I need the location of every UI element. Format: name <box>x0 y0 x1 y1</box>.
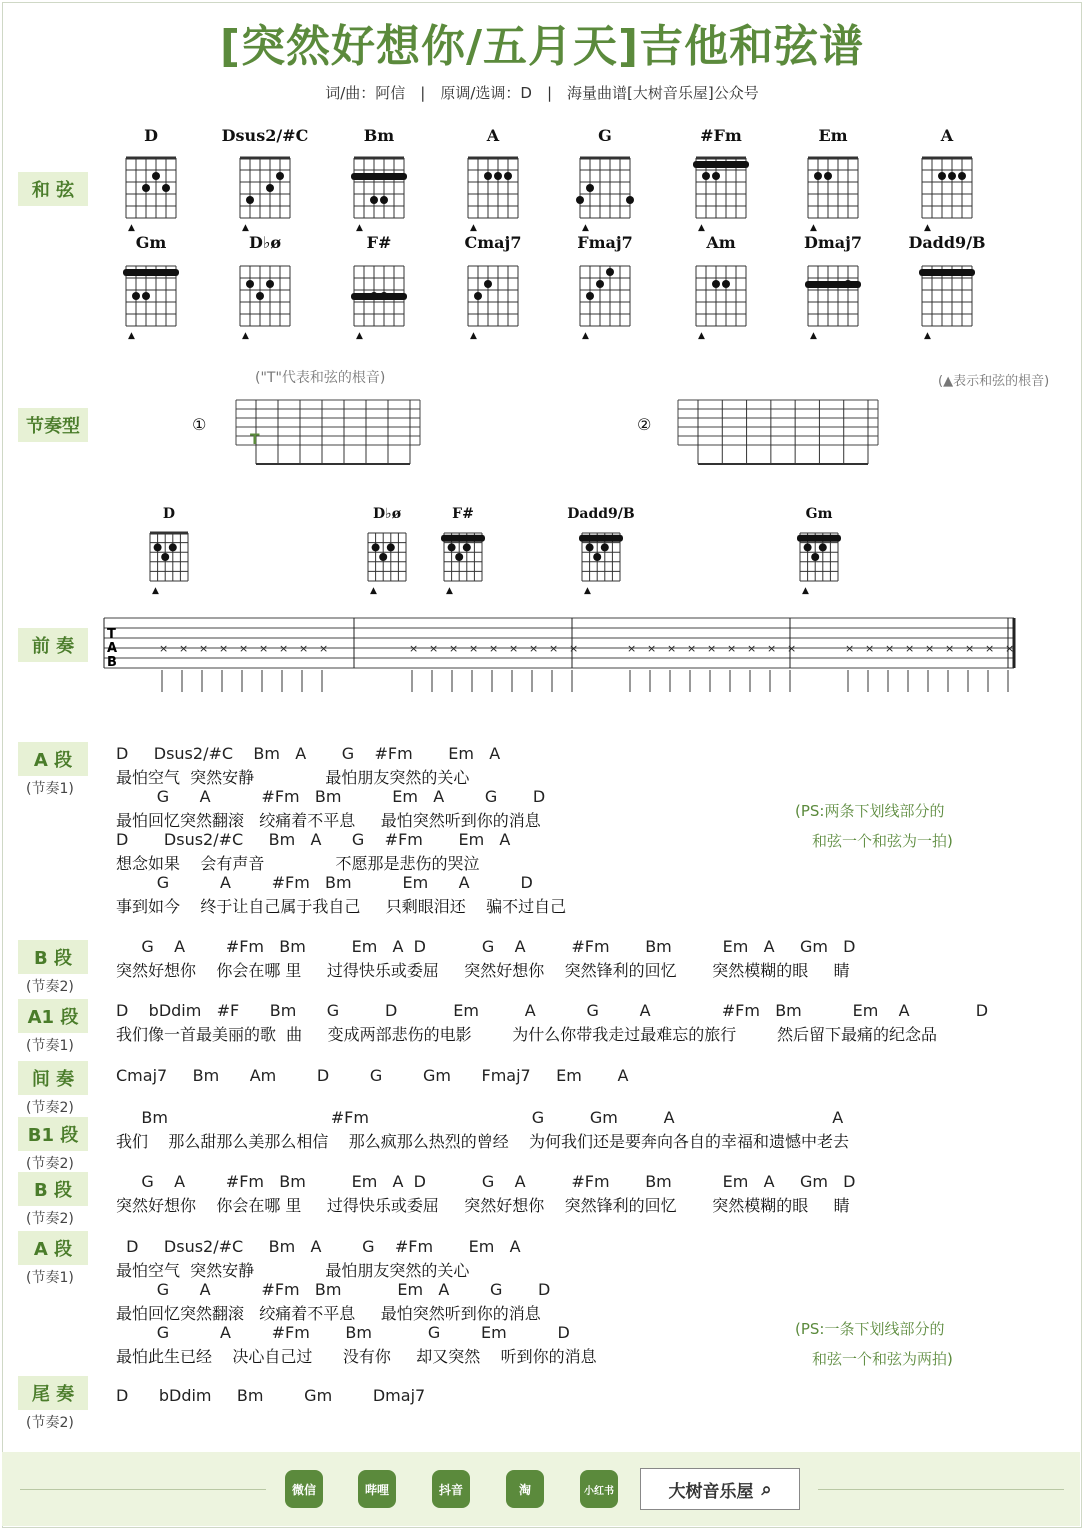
tab-note: × <box>787 642 797 655</box>
lyric-line: 我们 那么甜那么美那么相信 那么疯那么热烈的曾经 为何我们还是要奔向各自的幸福和遗憾中老去 <box>116 1132 850 1151</box>
tab-note: × <box>687 642 697 655</box>
tab-note: × <box>469 642 479 655</box>
chord-line: Bm #Fm G Gm A A <box>116 1108 844 1127</box>
tab-note: × <box>747 642 757 655</box>
chord-name: #Fm <box>700 126 742 145</box>
lyric-line: 最怕回忆突然翻滚 绞痛着不平息 最怕突然听到你的消息 <box>116 1304 541 1323</box>
finger-dot <box>576 196 584 204</box>
tab-note: × <box>885 642 895 655</box>
finger-dot <box>380 292 388 300</box>
wechat-icon[interactable]: 微信 <box>285 1470 323 1508</box>
chord-name: Am <box>706 233 736 252</box>
finger-dot <box>154 543 162 551</box>
chord-line: G A #Fm Bm Em A G D <box>116 1280 551 1299</box>
brand-label: 大树音乐屋 <box>668 1481 754 1502</box>
section-rhythm: 节奏型 <box>18 408 88 442</box>
chord-line: D bDdim #F Bm G D Em A G A #Fm Bm Em A D <box>116 1001 989 1020</box>
section-chords: 和 弦 <box>18 172 88 206</box>
chord-diagram <box>123 266 179 341</box>
chord-diagram <box>805 266 861 341</box>
chord-name: Gm <box>135 233 167 252</box>
finger-dot <box>463 543 471 551</box>
chord-diagram <box>126 158 176 233</box>
root-marker: ▲ <box>802 586 809 595</box>
lyric-line: 事到如今 终于让自己属于我自己 只剩眼泪还 骗不过自己 <box>116 897 567 916</box>
tab-clef: A <box>107 641 118 656</box>
tab-note: × <box>965 642 975 655</box>
root-marker: ▲ <box>924 331 931 341</box>
tab-note: × <box>219 642 229 655</box>
chord-line: G A #Fm Bm Em A G D <box>116 787 546 806</box>
tab-note: × <box>727 642 737 655</box>
section-a-repeat: A 段 <box>18 1231 88 1265</box>
tab-note: × <box>279 642 289 655</box>
chord-name: Fmaj7 <box>577 233 633 252</box>
tab-note: × <box>667 642 677 655</box>
root-marker: ▲ <box>924 223 931 233</box>
barre <box>579 535 623 542</box>
tab-note: × <box>299 642 309 655</box>
pattern-1-label: ① <box>192 415 207 434</box>
finger-dot <box>370 196 378 204</box>
finger-dot <box>162 184 170 192</box>
root-marker: ▲ <box>128 223 135 233</box>
chord-diagram <box>351 266 407 341</box>
finger-dot <box>372 543 380 551</box>
chord-line: D Dsus2/#C Bm A G #Fm Em A <box>116 744 501 763</box>
rhythm-pattern-2 <box>678 400 878 464</box>
chord-line: G A #Fm Bm G Em D <box>116 1323 570 1342</box>
lyric-line: 突然好想你 你会在哪 里 过得快乐或委屈 突然好想你 突然锋利的回忆 突然模糊的眼 睛 <box>116 1196 850 1215</box>
tab-note: × <box>627 642 637 655</box>
tab-note: × <box>925 642 935 655</box>
xiaohongshu-icon[interactable]: 小红书 <box>580 1470 618 1508</box>
chord-diagram <box>240 158 290 233</box>
ps-note: (PS:两条下划线部分的 <box>795 802 945 820</box>
tab-clef: T <box>107 627 116 642</box>
chord-diagram <box>368 533 406 595</box>
chord-name: Dmaj7 <box>803 233 863 252</box>
rhythm-ref: (节奏2) <box>26 1156 74 1172</box>
lyric-line: 最怕回忆突然翻滚 绞痛着不平息 最怕突然听到你的消息 <box>116 811 541 830</box>
intro-chord-name: D <box>162 506 176 522</box>
douyin-icon[interactable]: 抖音 <box>432 1470 470 1508</box>
lyric-line: 最怕此生已经 决心自己过 没有你 却又突然 听到你的消息 <box>116 1347 597 1366</box>
finger-dot <box>702 172 710 180</box>
finger-dot <box>824 172 832 180</box>
tab-note: × <box>985 642 995 655</box>
chord-diagram <box>919 266 975 341</box>
chord-name: Cmaj7 <box>464 233 522 252</box>
section-b1: B1 段 <box>18 1117 88 1151</box>
root-marker: ▲ <box>370 586 377 595</box>
root-marker: ▲ <box>584 586 591 595</box>
finger-dot <box>370 292 378 300</box>
finger-dot <box>142 292 150 300</box>
tab-note: × <box>409 642 419 655</box>
finger-dot <box>958 172 966 180</box>
tab-note: × <box>1005 642 1015 655</box>
finger-dot <box>474 292 482 300</box>
section-interlude: 间 奏 <box>18 1061 88 1095</box>
ps-note: (PS:一条下划线部分的 <box>795 1320 945 1338</box>
root-marker: ▲ <box>470 223 477 233</box>
barre <box>351 173 407 180</box>
tab-note: × <box>569 642 579 655</box>
finger-dot <box>844 280 852 288</box>
search-icon: ⌕ <box>761 1478 772 1500</box>
brand-search-button[interactable] <box>640 1468 800 1510</box>
chord-name: F# <box>366 233 392 252</box>
finger-dot <box>152 172 160 180</box>
barre <box>919 269 975 276</box>
rhythm-ref: (节奏1) <box>26 1270 74 1286</box>
chord-line: D bDdim Bm Gm Dmaj7 <box>116 1386 426 1405</box>
ps-note: 和弦一个和弦为两拍) <box>812 1350 953 1368</box>
finger-dot <box>586 292 594 300</box>
lyric-line: 最怕空气 突然安静 最怕朋友突然的关心 <box>116 768 470 787</box>
finger-dot <box>494 172 502 180</box>
root-marker: ▲ <box>446 586 453 595</box>
rhythm-ref: (节奏1) <box>26 781 74 797</box>
finger-dot <box>722 280 730 288</box>
chord-line: Cmaj7 Bm Am D G Gm Fmaj7 Em A <box>116 1066 629 1085</box>
finger-dot <box>712 280 720 288</box>
finger-dot <box>593 553 601 561</box>
finger-dot <box>246 196 254 204</box>
lyric-line: 想念如果 会有声音 不愿那是悲伤的哭泣 <box>116 854 480 873</box>
finger-dot <box>142 184 150 192</box>
tab-note: × <box>489 642 499 655</box>
tab-note: × <box>239 642 249 655</box>
finger-dot <box>387 543 395 551</box>
chord-diagram <box>468 158 518 233</box>
intro-chord-name: Dadd9/B <box>567 506 635 522</box>
footer-divider <box>20 1489 266 1490</box>
tab-note: × <box>647 642 657 655</box>
root-marker: ▲ <box>698 331 705 341</box>
chord-line: D Dsus2/#C Bm A G #Fm Em A <box>116 1237 521 1256</box>
root-t: T <box>250 432 260 448</box>
footer-divider <box>818 1489 1064 1490</box>
root-marker: ▲ <box>356 331 363 341</box>
finger-dot <box>256 292 264 300</box>
finger-dot <box>938 172 946 180</box>
finger-dot <box>586 184 594 192</box>
root-marker: ▲ <box>810 331 817 341</box>
section-b-repeat: B 段 <box>18 1172 88 1206</box>
chord-diagram <box>693 158 749 233</box>
section-outro: 尾 奏 <box>18 1376 88 1410</box>
intro-tab <box>0 592 1084 702</box>
tab-note: × <box>429 642 439 655</box>
finger-dot <box>484 280 492 288</box>
tab-note: × <box>159 642 169 655</box>
finger-dot <box>266 184 274 192</box>
chord-diagram <box>441 533 485 595</box>
finger-dot <box>948 172 956 180</box>
finger-dot <box>504 172 512 180</box>
chord-diagram <box>240 266 290 341</box>
finger-dot <box>484 172 492 180</box>
tab-note: × <box>449 642 459 655</box>
song-meta: 词/曲：阿信 | 原调/选调：D | 海量曲谱[大树音乐屋]公众号 <box>325 84 759 102</box>
tab-clef: B <box>107 655 117 670</box>
chord-name: A <box>486 126 500 145</box>
finger-dot <box>132 292 140 300</box>
finger-dot <box>814 172 822 180</box>
tab-note: × <box>319 642 329 655</box>
tab-note: × <box>549 642 559 655</box>
chord-diagram <box>351 158 407 233</box>
tab-note: × <box>179 642 189 655</box>
finger-dot <box>448 543 456 551</box>
root-marker: ▲ <box>698 223 705 233</box>
root-marker: ▲ <box>242 331 249 341</box>
finger-dot <box>596 280 604 288</box>
root-marker: ▲ <box>810 223 817 233</box>
chord-line: G A #Fm Bm Em A D <box>116 873 533 892</box>
finger-dot <box>246 280 254 288</box>
chord-diagram <box>922 158 972 233</box>
finger-dot <box>161 553 169 561</box>
chord-diagram <box>797 533 841 595</box>
ps-note: 和弦一个和弦为一拍) <box>812 832 953 850</box>
finger-dot <box>819 543 827 551</box>
bilibili-icon[interactable]: 哔哩 <box>358 1470 396 1508</box>
chord-name: Em <box>818 126 848 145</box>
barre <box>123 269 179 276</box>
barre <box>693 161 749 168</box>
taobao-icon[interactable]: 淘 <box>506 1470 544 1508</box>
root-marker: ▲ <box>470 331 477 341</box>
section-intro: 前 奏 <box>18 628 88 662</box>
chord-line: D Dsus2/#C Bm A G #Fm Em A <box>116 830 511 849</box>
root-marker: ▲ <box>356 223 363 233</box>
tab-note: × <box>259 642 269 655</box>
finger-dot <box>266 280 274 288</box>
tab-note: × <box>529 642 539 655</box>
chord-diagram <box>808 158 858 233</box>
finger-dot <box>169 543 177 551</box>
section-a1: A1 段 <box>18 999 88 1033</box>
finger-dot <box>455 553 463 561</box>
tab-note: × <box>767 642 777 655</box>
root-marker: ▲ <box>582 331 589 341</box>
finger-dot <box>606 268 614 276</box>
finger-dot <box>379 553 387 561</box>
rhythm-ref: (节奏2) <box>26 979 74 995</box>
chord-name: Dadd9/B <box>908 233 986 252</box>
finger-dot <box>811 553 819 561</box>
tab-note: × <box>707 642 717 655</box>
root-marker: ▲ <box>582 223 589 233</box>
lyric-line: 突然好想你 你会在哪 里 过得快乐或委屈 突然好想你 突然锋利的回忆 突然模糊的眼 睛 <box>116 961 850 980</box>
tab-note: × <box>945 642 955 655</box>
section-b: B 段 <box>18 940 88 974</box>
chord-line: G A #Fm Bm Em A D G A #Fm Bm Em A Gm D <box>116 1172 856 1191</box>
root-triangle-note: (▲表示和弦的根音) <box>938 374 1050 389</box>
chord-diagram <box>696 266 746 341</box>
chord-name: D♭ø <box>248 233 282 252</box>
intro-chord-name: F# <box>452 506 474 522</box>
tab-note: × <box>845 642 855 655</box>
barre <box>797 535 841 542</box>
barre <box>351 293 407 300</box>
chord-name: Dsus2/#C <box>221 126 309 145</box>
finger-dot <box>601 543 609 551</box>
lyric-line: 我们像一首最美丽的歌 曲 变成两部悲伤的电影 为什么你带我走过最难忘的旅行 然后留下最痛的纪念品 <box>116 1025 937 1044</box>
rhythm-ref: (节奏2) <box>26 1415 74 1431</box>
chord-diagram <box>580 266 630 341</box>
rhythm-pattern-1 <box>236 400 420 464</box>
chord-diagram <box>150 533 188 595</box>
tab-note: × <box>905 642 915 655</box>
root-marker: ▲ <box>128 331 135 341</box>
chord-diagram <box>579 533 623 595</box>
rhythm-ref: (节奏2) <box>26 1211 74 1227</box>
chord-diagrams <box>0 0 1084 350</box>
finger-dot <box>804 543 812 551</box>
chord-name: Bm <box>363 126 395 145</box>
section-a: A 段 <box>18 742 88 776</box>
chord-name: A <box>940 126 954 145</box>
tab-note: × <box>199 642 209 655</box>
page-title: [突然好想你/五月天]吉他和弦谱 <box>219 21 865 72</box>
tab-note: × <box>509 642 519 655</box>
chord-name: D <box>144 126 158 145</box>
chord-name: G <box>598 126 612 145</box>
intro-chord-name: Gm <box>805 506 833 522</box>
root-marker: ▲ <box>242 223 249 233</box>
finger-dot <box>276 172 284 180</box>
chord-diagram <box>468 266 518 341</box>
tab-note: × <box>865 642 875 655</box>
pattern-2-label: ② <box>637 415 652 434</box>
intro-chord-name: D♭ø <box>372 506 402 522</box>
barre <box>441 535 485 542</box>
rhythm-ref: (节奏1) <box>26 1038 74 1054</box>
barre <box>805 281 861 288</box>
rhythm-patterns <box>0 392 1084 482</box>
lyric-line: 最怕空气 突然安静 最怕朋友突然的关心 <box>116 1261 470 1280</box>
chord-line: G A #Fm Bm Em A D G A #Fm Bm Em A Gm D <box>116 937 856 956</box>
finger-dot <box>712 172 720 180</box>
finger-dot <box>586 543 594 551</box>
finger-dot <box>380 196 388 204</box>
root-t-note: ("T"代表和弦的根音) <box>255 370 386 386</box>
finger-dot <box>626 196 634 204</box>
rhythm-ref: (节奏2) <box>26 1100 74 1116</box>
root-marker: ▲ <box>152 586 159 595</box>
chord-diagram <box>576 158 634 233</box>
